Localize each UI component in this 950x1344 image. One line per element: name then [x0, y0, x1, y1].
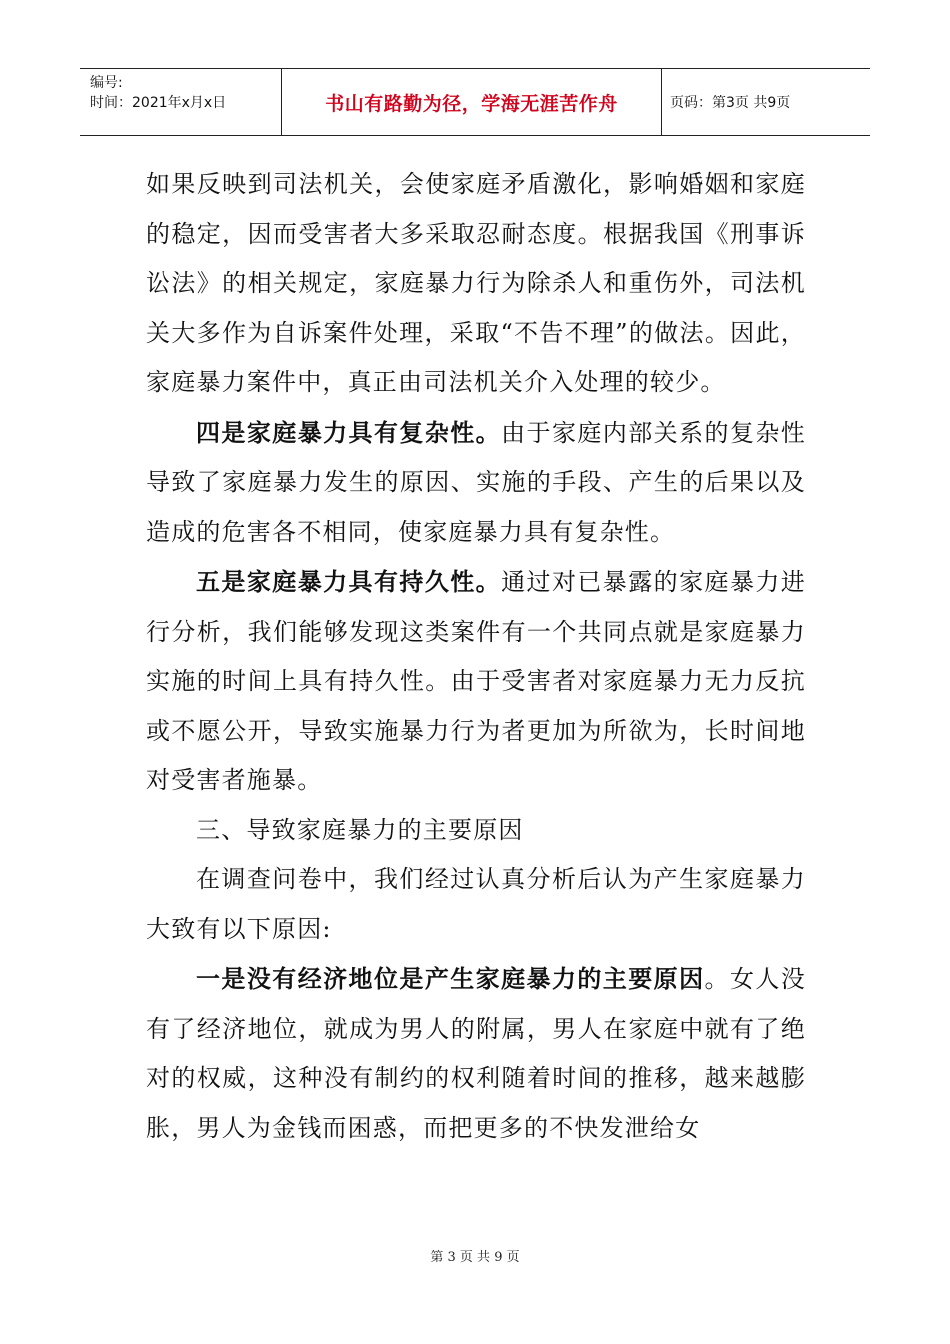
point-text-economic: 。女人没有了经济地位，就成为男人的附属，男人在家庭中就有了绝对的权威，这种没有制约的权利随着时间的推移，越来越膨胀，男人为金钱而困惑，而把更多的不快发泄给女	[146, 965, 806, 1142]
page-header	[80, 68, 870, 136]
paragraph-economic	[146, 954, 806, 1153]
paragraph-complexity	[146, 408, 806, 558]
paragraph-continued: 如果反映到司法机关，会使家庭矛盾激化，影响婚姻和家庭的稳定，因而受害者大多采取忍耐态度。根据我国《刑事诉讼法》的相关规定，家庭暴力行为除杀人和重伤外，司法机关大多作为自诉案件处理，采取“不告不理”的做法。因此，家庭暴力案件中，真正由司法机关介入处理的较少。	[146, 170, 806, 396]
point-text-complexity: 由于家庭内部关系的复杂性导致了家庭暴力发生的原因、实施的手段、产生的后果以及造成的危害各不相同，使家庭暴力具有复杂性。	[146, 418, 806, 546]
header-motto: 书山有路勤为径，学海无涯苦作舟	[282, 69, 662, 135]
point-heading-economic: 一是没有经济地位是产生家庭暴力的主要原因	[196, 964, 705, 993]
header-page-info: 页码：第3页 共9页	[670, 95, 791, 111]
time-label: 时间：2021年x月x日	[90, 95, 227, 111]
point-heading-persistence: 五是家庭暴力具有持久性。	[196, 567, 502, 596]
number-label: 编号:	[90, 75, 123, 91]
section-heading-causes: 三、导致家庭暴力的主要原因	[196, 815, 524, 844]
point-heading-complexity: 四是家庭暴力具有复杂性。	[196, 417, 502, 447]
point-text-persistence: 通过对已暴露的家庭暴力进行分析，我们能够发现这类案件有一个共同点就是家庭暴力实施的时间上具有持久性。由于受害者对家庭暴力无力反抗或不愿公开，导致实施暴力行为者更加为所欲为，长时间地对受害者施暴。	[146, 568, 806, 794]
paragraph-survey: 在调查问卷中，我们经过认真分析后认为产生家庭暴力大致有以下原因:	[146, 865, 806, 943]
page-footer: 第 3 页 共 9 页	[430, 1250, 520, 1265]
paragraph-persistence	[146, 557, 806, 806]
header-meta	[80, 69, 282, 135]
document-body	[146, 160, 806, 1153]
